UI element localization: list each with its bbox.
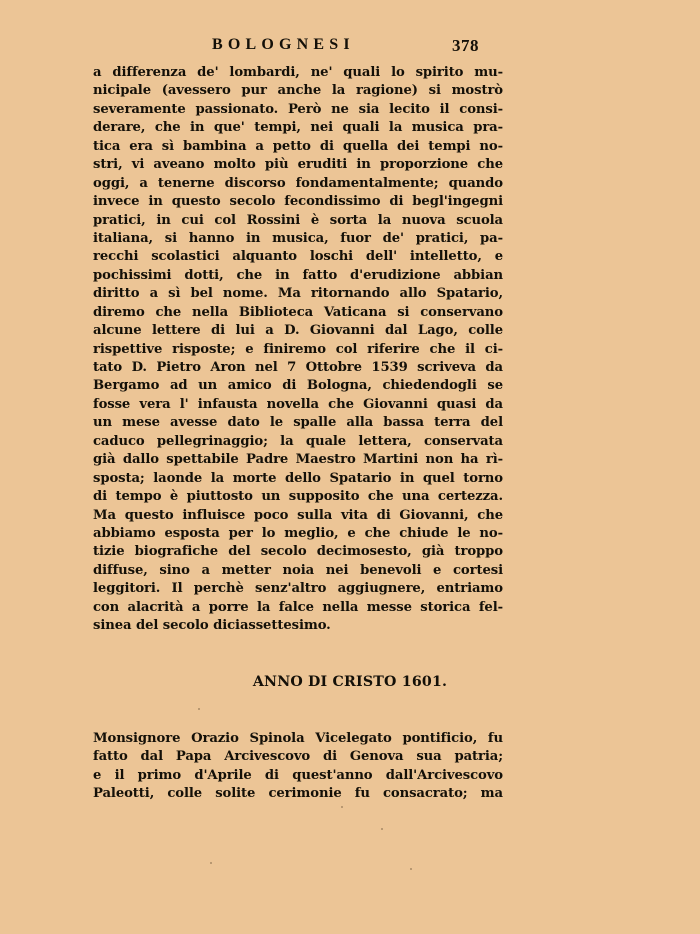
paper-speck bbox=[210, 862, 212, 864]
text-line: fosse vera l' infausta novella che Giovanni quasi da bbox=[93, 396, 503, 412]
text-line: Monsignore Orazio Spinola Vicelegato pontificio, fu bbox=[93, 731, 503, 746]
text-line: già dallo spettabile Padre Maestro Martini non ha rì- bbox=[93, 452, 503, 468]
paper-speck bbox=[381, 828, 383, 830]
text-line: Ma questo influisce poco sulla vita di Giovanni, che bbox=[93, 507, 503, 523]
paragraph-2 bbox=[93, 730, 503, 804]
text-line: a differenza de' lombardi, ne' quali lo spirito mu- bbox=[93, 65, 503, 80]
text-line: sposta; laonde la morte dello Spatario in quel torno bbox=[93, 470, 503, 486]
text-line: e il primo d'Aprile di quest'anno dall'Arcivescovo bbox=[93, 767, 503, 783]
paragraph-1 bbox=[93, 64, 503, 636]
text-line: diffuse, sino a metter noia nei benevoli e cortesi bbox=[93, 562, 503, 578]
text-line: invece in questo secolo fecondissimo di begl'ingegni bbox=[93, 194, 503, 210]
section-heading: ANNO DI CRISTO 1601. bbox=[252, 674, 448, 690]
paper-speck bbox=[410, 868, 412, 870]
text-line: leggitori. Il perchè senz'altro aggiugnere, entriamo bbox=[93, 581, 503, 597]
text-line: severamente passionato. Però ne sia lecito il consi- bbox=[93, 101, 503, 117]
text-line: tica era sì bambina a petto di quella dei tempi no- bbox=[93, 138, 503, 154]
text-line: alcune lettere di lui a D. Giovanni dal Lago, colle bbox=[93, 323, 503, 339]
text-line: caduco pellegrinaggio; la quale lettera, conservata bbox=[93, 433, 503, 449]
text-line: diremo che nella Biblioteca Vaticana si conservano bbox=[93, 304, 503, 320]
text-line: derare, che in que' tempi, nei quali la musica pra- bbox=[93, 120, 503, 136]
text-line: oggi, a tenerne discorso fondamentalmente; quando bbox=[93, 175, 503, 191]
text-line: un mese avesse dato le spalle alla bassa terra del bbox=[93, 415, 503, 431]
text-line: diritto a sì bel nome. Ma ritornando allo Spatario, bbox=[93, 286, 503, 302]
text-line: recchi scolastici alquanto loschi dell' intelletto, e bbox=[93, 249, 503, 265]
paper-speck bbox=[198, 708, 200, 710]
page-number: 378 bbox=[452, 36, 479, 55]
text-line: con alacrità a porre la falce nella messe storica fel- bbox=[93, 599, 503, 615]
text-line: nicipale (avessero pur anche la ragione) si mostrò bbox=[93, 83, 503, 99]
text-line: italiana, si hanno in musica, fuor de' pratici, pa- bbox=[93, 230, 503, 246]
text-line: stri, vi aveano molto più eruditi in proporzione che bbox=[93, 157, 503, 173]
text-line: fatto dal Papa Arcivescovo di Genova sua patria; bbox=[93, 749, 503, 765]
text-line: Bergamo ad un amico di Bologna, chiedendogli se bbox=[93, 378, 503, 394]
text-line: pratici, in cui col Rossini è sorta la nuova scuola bbox=[93, 212, 503, 228]
text-line: di tempo è piuttosto un supposito che una certezza. bbox=[93, 489, 503, 505]
running-title: BOLOGNESI bbox=[212, 36, 355, 53]
running-head bbox=[0, 36, 700, 56]
text-line: tato D. Pietro Aron nel 7 Ottobre 1539 scriveva da bbox=[93, 360, 503, 375]
text-line: rispettive risposte; e finiremo col riferire che il ci- bbox=[93, 341, 503, 357]
text-line: tizie biografiche del secolo decimosesto, già troppo bbox=[93, 544, 503, 560]
text-line: pochissimi dotti, che in fatto d'erudizione abbian bbox=[93, 267, 503, 283]
text-line: abbiamo esposta per lo meglio, e che chiude le no- bbox=[93, 525, 503, 541]
paper-speck bbox=[341, 806, 343, 808]
text-line: sinea del secolo diciassettesimo. bbox=[93, 618, 331, 634]
text-line: Paleotti, colle solite cerimonie fu consacrato; ma bbox=[93, 786, 503, 802]
